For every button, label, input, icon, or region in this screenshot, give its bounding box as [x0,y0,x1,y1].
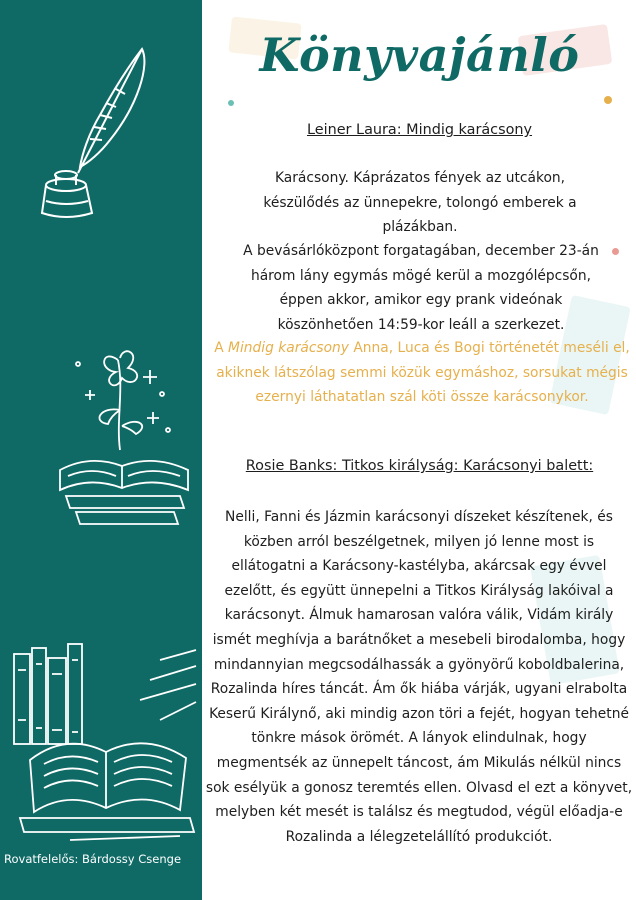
editor-credit: Rovatfelelős: Bárdossy Csenge [4,852,182,866]
book1-paragraph-2: A bevásárlóközpont forgatagában, december 23-án három lány egymás mögé kerül a mozgólépcsőn, éppen akkor, amikor egy prank videónak köszönhetően 14:59-kor leáll a szerkezet. [243,243,599,333]
page-title: Könyvajánló [259,28,580,82]
book1-heading: Leiner Laura: Mindig karácsony [306,122,533,138]
book1-p3-rest: Anna, Luca és Bogi történetét meséli el, akiknek látszólag semmi közük egymáshoz, sorsukat mégis ezernyi láthatatlan szál köti össze karácsonykor. [216,340,630,406]
quill-ink-icon [30,45,160,225]
main-content [203,0,636,900]
book1-p3-title: Mindig karácsony [228,340,349,356]
book2-paragraph: Nelli, Fanni és Jázmin karácsonyi díszeket készítenek, és közben arról beszélgetnek, milyen jó lenne most is ellátogatni a Karácsony-kastélyba, akárcsak egy évvel ezelőtt, és együtt ünnepelni a Titkos Királyság lakóival a karácsonyt. Álmuk hamarosan valóra válik, Vidám király ismét meghívja a barátnőket a mesebeli birodalomba, hogy mindannyian megcsodálhassák a gyönyörű koboldbalerina, Rozalinda híres táncát. Ám ők hiába várják, ugyani elrabolta Keserű Királynő, aki mindig azon töri a fejét, hogyan tehetné tönkre mások örömét. A lányok elindulnak, hogy megmentsék az ünnepelt táncost, ám Mikulás nélkül nincs sok esélyük a gonosz teremtés ellen. Olvasd el ezt a könyvet, melyben két mesét is találsz és megtudod, végül előadja-e Rozalinda a lélegzetelállító produkciót. [205,509,633,845]
book1-paragraph-3 [213,336,631,410]
book1-paragraph-1: Karácsony. Káprázatos fények az utcákon, készülődés az ünnepekre, tolongó emberek a plázákban. [263,170,577,236]
bookshelf-icon [10,640,200,850]
open-book-flower-icon [50,330,200,530]
sidebar [0,0,202,900]
book1-p3-prefix: A [214,340,229,356]
book2-heading: Rosie Banks: Titkos királyság: Karácsonyi balett: [245,458,594,474]
